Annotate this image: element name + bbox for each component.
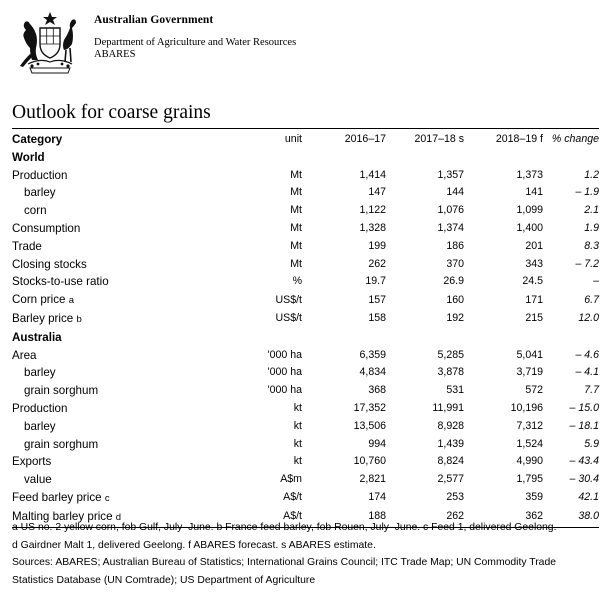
percent-change: 1.2 — [584, 168, 599, 181]
unit-cell: Mt — [290, 168, 302, 181]
coarse-grains-table — [12, 131, 599, 528]
table-row — [12, 220, 599, 238]
unit-cell: kt — [293, 419, 302, 432]
row-label — [12, 471, 227, 489]
value-2017-18: 253 — [446, 491, 464, 504]
row-label-text: Exports — [12, 455, 52, 469]
table-row — [12, 256, 599, 274]
footnote-marker: d — [115, 511, 122, 523]
row-label-text: Corn price — [12, 293, 66, 307]
table-row — [12, 364, 599, 382]
sources-line: Statistics Database (UN Comtrade); US Department of Agriculture — [12, 574, 316, 586]
value-2018-19: 141 — [525, 186, 543, 199]
section-heading-world: World — [12, 150, 45, 164]
row-label — [12, 436, 227, 454]
percent-change: – 1.9 — [575, 186, 599, 199]
row-label — [12, 347, 227, 365]
section-heading-row — [12, 149, 599, 167]
header-2018-19: 2018–19 f — [495, 133, 543, 145]
header-2017-18: 2017–18 s — [414, 133, 464, 145]
government-name: Australian Government — [94, 14, 214, 26]
percent-change: – 4.6 — [575, 348, 599, 361]
row-label — [12, 382, 227, 400]
table-row — [12, 471, 599, 489]
value-2017-18: 8,824 — [437, 455, 464, 468]
footnote-line: a US no. 2 yellow corn, fob Gulf, July–June. b France feed barley, fob Rouen, July–June. c Feed 1, delivered Geelong. — [12, 522, 557, 533]
value-2016-17: 158 — [368, 312, 386, 325]
percent-change: – 4.1 — [575, 366, 599, 379]
value-2016-17: 1,414 — [359, 168, 386, 181]
header-unit: unit — [284, 133, 302, 145]
table-row — [12, 184, 599, 202]
row-label-text: Malting barley price — [12, 509, 113, 523]
value-2016-17: 188 — [302, 508, 386, 527]
row-label-text: barley — [24, 419, 56, 433]
row-label — [12, 167, 227, 185]
row-label-text: corn — [24, 204, 47, 218]
value-2018-19: 359 — [525, 491, 543, 504]
value-2018-19: 171 — [525, 293, 543, 306]
table-row — [12, 489, 599, 508]
value-2016-17: 6,359 — [359, 348, 386, 361]
percent-change: 38.0 — [543, 508, 599, 527]
header-percent-change: % change — [551, 133, 599, 145]
unit-cell: A$m — [280, 473, 302, 486]
percent-change: – 15.0 — [569, 401, 599, 414]
sources-line: Sources: ABARES; Australian Bureau of Statistics; International Grains Council; ITC Trade Map; UN Commodity Trade — [12, 557, 557, 569]
agency-name: ABARES — [94, 49, 136, 60]
value-2016-17: 368 — [368, 384, 386, 397]
value-2016-17: 4,834 — [359, 366, 386, 379]
row-label-text: Stocks-to-use ratio — [12, 275, 109, 289]
value-2018-19: 7,312 — [516, 419, 543, 432]
row-label — [12, 489, 227, 508]
title-divider — [12, 128, 599, 129]
value-2018-19: 362 — [464, 508, 543, 527]
footnote-marker: a — [68, 295, 75, 307]
unit-cell: Mt — [290, 221, 302, 234]
coat-of-arms-icon — [16, 10, 84, 76]
row-label — [12, 184, 227, 202]
row-label-text: Area — [12, 348, 37, 362]
percent-change: 12.0 — [578, 312, 599, 325]
agency-branding — [94, 14, 296, 60]
table-row — [12, 291, 599, 310]
value-2017-18: 26.9 — [443, 275, 464, 288]
section-heading-australia: Australia — [12, 330, 62, 344]
value-2017-18: 1,076 — [437, 204, 464, 217]
value-2017-18: 11,991 — [432, 401, 464, 414]
row-label — [12, 453, 227, 471]
row-label-text: Closing stocks — [12, 257, 87, 271]
row-label — [12, 291, 227, 310]
page-title: Outlook for coarse grains — [12, 102, 211, 123]
value-2018-19: 24.5 — [522, 275, 543, 288]
percent-change: – 18.1 — [569, 419, 599, 432]
table-row — [12, 382, 599, 400]
row-label — [12, 364, 227, 382]
row-label-text: Production — [12, 401, 68, 415]
value-2018-19: 215 — [525, 312, 543, 325]
value-2017-18: 192 — [446, 312, 464, 325]
value-2016-17: 262 — [368, 257, 386, 270]
percent-change: – — [593, 275, 599, 288]
header-2016-17: 2016–17 — [344, 133, 386, 145]
table-row — [12, 347, 599, 365]
percent-change: – 43.4 — [569, 455, 599, 468]
value-2018-19: 4,990 — [516, 455, 543, 468]
row-label-text: Trade — [12, 239, 42, 253]
table-row — [12, 167, 599, 185]
footnote-marker: c — [104, 492, 110, 504]
row-label-text: grain sorghum — [24, 437, 99, 451]
value-2016-17: 147 — [368, 186, 386, 199]
table-row — [12, 400, 599, 418]
value-2016-17: 157 — [368, 293, 386, 306]
footnote-marker: b — [76, 313, 82, 325]
row-label-text: Consumption — [12, 221, 81, 235]
unit-cell: % — [292, 275, 302, 288]
value-2017-18: 160 — [446, 293, 464, 306]
value-2016-17: 19.7 — [365, 275, 386, 288]
value-2016-17: 994 — [368, 437, 386, 450]
unit-cell: kt — [293, 401, 302, 414]
row-label — [12, 310, 227, 329]
unit-cell: Mt — [290, 239, 302, 252]
row-label-text: Production — [12, 168, 68, 182]
row-label-text: grain sorghum — [24, 384, 99, 398]
value-2016-17: 10,760 — [353, 455, 386, 468]
value-2018-19: 201 — [525, 239, 543, 252]
value-2017-18: 8,928 — [437, 419, 464, 432]
row-label-text: Feed barley price — [12, 490, 102, 504]
unit-cell: kt — [293, 437, 302, 450]
value-2018-19: 572 — [525, 384, 543, 397]
unit-cell: '000 ha — [267, 366, 302, 379]
value-2016-17: 174 — [368, 491, 386, 504]
row-label — [12, 400, 227, 418]
percent-change: 7.7 — [584, 384, 599, 397]
percent-change: 8.3 — [584, 239, 599, 252]
value-2016-17: 1,122 — [359, 204, 386, 217]
value-2017-18: 3,878 — [437, 366, 464, 379]
percent-change: 5.9 — [584, 437, 599, 450]
footnotes — [12, 519, 602, 589]
unit-cell: '000 ha — [267, 384, 302, 397]
section-heading-row — [12, 329, 599, 347]
table-row — [12, 202, 599, 220]
table-body — [12, 149, 599, 527]
unit-cell: Mt — [290, 204, 302, 217]
unit-cell: '000 ha — [267, 348, 302, 361]
value-2018-19: 1,373 — [516, 168, 543, 181]
row-label-text: barley — [24, 366, 56, 380]
row-label-text: value — [24, 473, 52, 487]
unit-cell: A$/t — [227, 508, 302, 527]
row-label — [12, 238, 227, 256]
value-2018-19: 1,524 — [516, 437, 543, 450]
percent-change: 2.1 — [584, 204, 599, 217]
unit-cell: US$/t — [275, 293, 302, 306]
header — [12, 8, 602, 80]
unit-cell: Mt — [290, 257, 302, 270]
value-2018-19: 1,795 — [516, 473, 543, 486]
value-2017-18: 262 — [386, 508, 464, 527]
value-2017-18: 2,577 — [437, 473, 464, 486]
value-2017-18: 531 — [446, 384, 464, 397]
value-2016-17: 2,821 — [359, 473, 386, 486]
percent-change: 1.9 — [584, 221, 599, 234]
row-label — [12, 418, 227, 436]
value-2017-18: 5,285 — [437, 348, 464, 361]
value-2018-19: 1,400 — [516, 221, 543, 234]
percent-change: 42.1 — [578, 491, 599, 504]
value-2016-17: 17,352 — [353, 401, 386, 414]
row-label — [12, 220, 227, 238]
table-row — [12, 436, 599, 454]
value-2017-18: 1,357 — [437, 168, 464, 181]
unit-cell: A$/t — [283, 491, 302, 504]
header-category: Category — [12, 133, 63, 146]
unit-cell: Mt — [290, 186, 302, 199]
value-2017-18: 1,374 — [437, 221, 464, 234]
value-2017-18: 1,439 — [437, 437, 464, 450]
percent-change: 6.7 — [584, 293, 599, 306]
department-name: Department of Agriculture and Water Resources — [94, 37, 297, 48]
percent-change: – 30.4 — [569, 473, 599, 486]
value-2016-17: 13,506 — [353, 419, 386, 432]
value-2018-19: 5,041 — [516, 348, 543, 361]
value-2018-19: 3,719 — [516, 366, 543, 379]
table-row — [12, 418, 599, 436]
value-2017-18: 370 — [446, 257, 464, 270]
unit-cell: kt — [293, 455, 302, 468]
value-2018-19: 343 — [525, 257, 543, 270]
percent-change: – 7.2 — [575, 257, 599, 270]
value-2016-17: 1,328 — [359, 221, 386, 234]
footnote-line: d Gairdner Malt 1, delivered Geelong. f ABARES forecast. s ABARES estimate. — [12, 539, 376, 551]
row-label — [12, 256, 227, 274]
value-2018-19: 1,099 — [516, 204, 543, 217]
value-2018-19: 10,196 — [510, 401, 543, 414]
table-row — [12, 238, 599, 256]
table-header-row — [12, 131, 599, 149]
value-2016-17: 199 — [368, 239, 386, 252]
row-label-text: barley — [24, 186, 56, 200]
table-row — [12, 453, 599, 471]
value-2017-18: 144 — [446, 186, 464, 199]
value-2017-18: 186 — [446, 239, 464, 252]
row-label-text: Barley price — [12, 311, 74, 325]
unit-cell: US$/t — [275, 312, 302, 325]
row-label — [12, 202, 227, 220]
table-row — [12, 310, 599, 329]
table-row — [12, 273, 599, 291]
row-label — [12, 273, 227, 291]
